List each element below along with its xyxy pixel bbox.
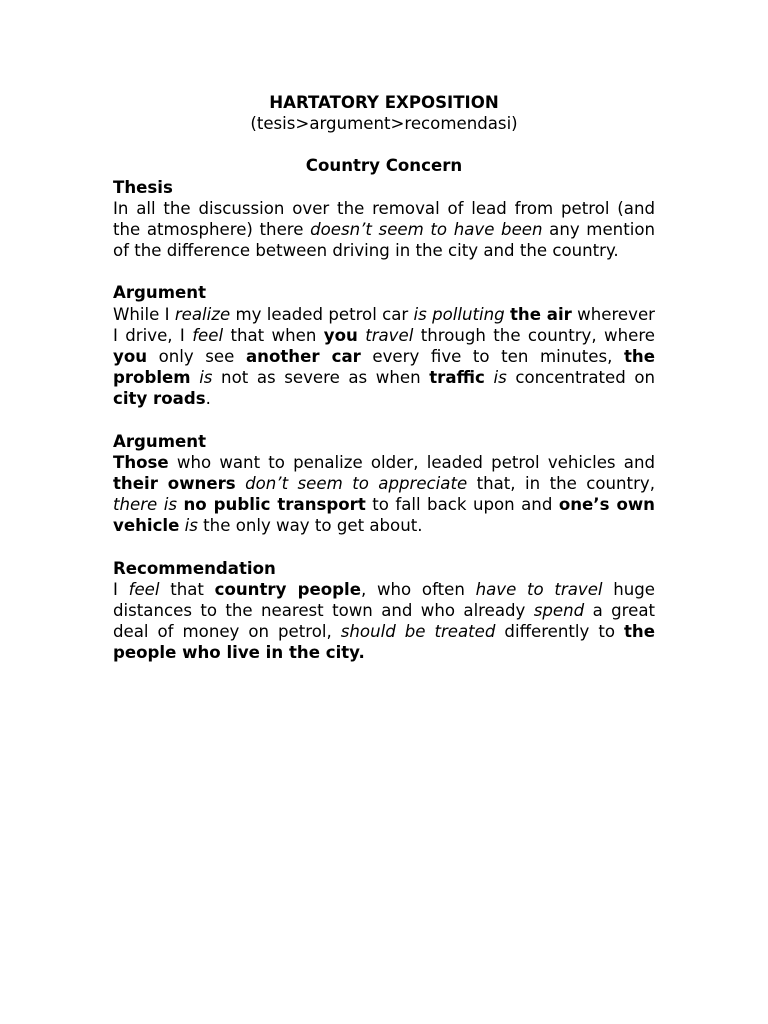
text-run: one’s own vehicle: [113, 495, 655, 536]
document-title: HARTATORY EXPOSITION: [269, 93, 499, 112]
text-run: my leaded petrol car: [230, 304, 414, 324]
text-run: [191, 368, 200, 387]
text-run: not as severe as when: [212, 368, 430, 388]
text-run: that, in the country,: [467, 474, 655, 494]
text-run: their owners: [113, 474, 236, 494]
text-run: In all the discussion over the removal of lead from petrol (and the atmosphere) there: [113, 198, 655, 240]
text-run: feel: [128, 579, 160, 599]
text-run: the problem: [113, 347, 655, 388]
text-run: is: [199, 368, 213, 388]
section-argument-1: [113, 282, 655, 409]
text-run: through the country, where: [413, 325, 655, 345]
text-run: huge distances to the nearest town and who already: [113, 579, 656, 621]
document-subtitle: (tesis>argument>recomendasi): [250, 114, 518, 134]
text-run: another car: [245, 347, 361, 367]
text-run: realize: [174, 304, 231, 324]
text-run: differently to: [495, 622, 624, 642]
text-run: city roads: [113, 389, 206, 409]
text-run: you: [323, 325, 358, 345]
text-run: , who often: [360, 579, 476, 599]
text-run: doesn’t seem to have been: [310, 220, 543, 240]
text-run: Those: [113, 452, 169, 472]
text-run: [236, 474, 245, 493]
text-run: concentrated on: [506, 368, 656, 388]
text-run: is: [184, 516, 198, 536]
section-recommendation: [113, 558, 655, 664]
text-run: the only way to get about.: [197, 516, 423, 536]
text-run: a great deal of money on petrol,: [113, 601, 655, 642]
section-paragraph: [113, 452, 655, 537]
text-run: spend: [533, 601, 585, 621]
section-heading: Thesis: [113, 177, 173, 197]
text-run: no public transport: [183, 495, 366, 515]
text-run: country people: [214, 579, 361, 599]
section-thesis: [113, 177, 655, 262]
text-run: any mention of the difference between driving in the city and the country.: [113, 220, 655, 261]
text-run: the air: [510, 304, 572, 324]
section-paragraph: [113, 198, 655, 262]
text-run: .: [205, 389, 211, 409]
text-run: that: [159, 579, 215, 599]
section-heading: Recommendation: [113, 558, 276, 578]
section-heading: Argument: [113, 431, 207, 451]
text-run: feel: [192, 325, 224, 345]
text-run: should be treated: [340, 622, 496, 642]
text-run: While I: [113, 304, 175, 324]
section-argument-2: [113, 431, 655, 537]
document-page: [113, 92, 655, 685]
text-run: travel: [365, 325, 414, 345]
text-run: the people who live in the city.: [113, 622, 655, 663]
text-run: I: [113, 579, 129, 599]
text-run: every five to ten minutes,: [360, 347, 624, 367]
text-run: is: [493, 368, 507, 388]
text-run: to fall back upon and: [365, 495, 559, 515]
text-run: have to travel: [475, 579, 603, 599]
essay-title: Country Concern: [305, 156, 463, 176]
text-run: only see: [147, 347, 246, 367]
text-run: who want to penalize older, leaded petrol vehicles and: [168, 452, 655, 472]
text-run: traffic: [429, 368, 485, 388]
text-run: don’t seem to appreciate: [245, 474, 468, 494]
text-run: that when: [223, 325, 324, 345]
section-heading: Argument: [113, 283, 207, 303]
text-run: there is: [113, 495, 177, 515]
text-run: is polluting: [413, 304, 505, 324]
section-paragraph: [113, 304, 655, 410]
text-run: you: [113, 347, 148, 367]
text-run: wherever I drive, I: [113, 304, 655, 345]
section-paragraph: [113, 579, 655, 664]
